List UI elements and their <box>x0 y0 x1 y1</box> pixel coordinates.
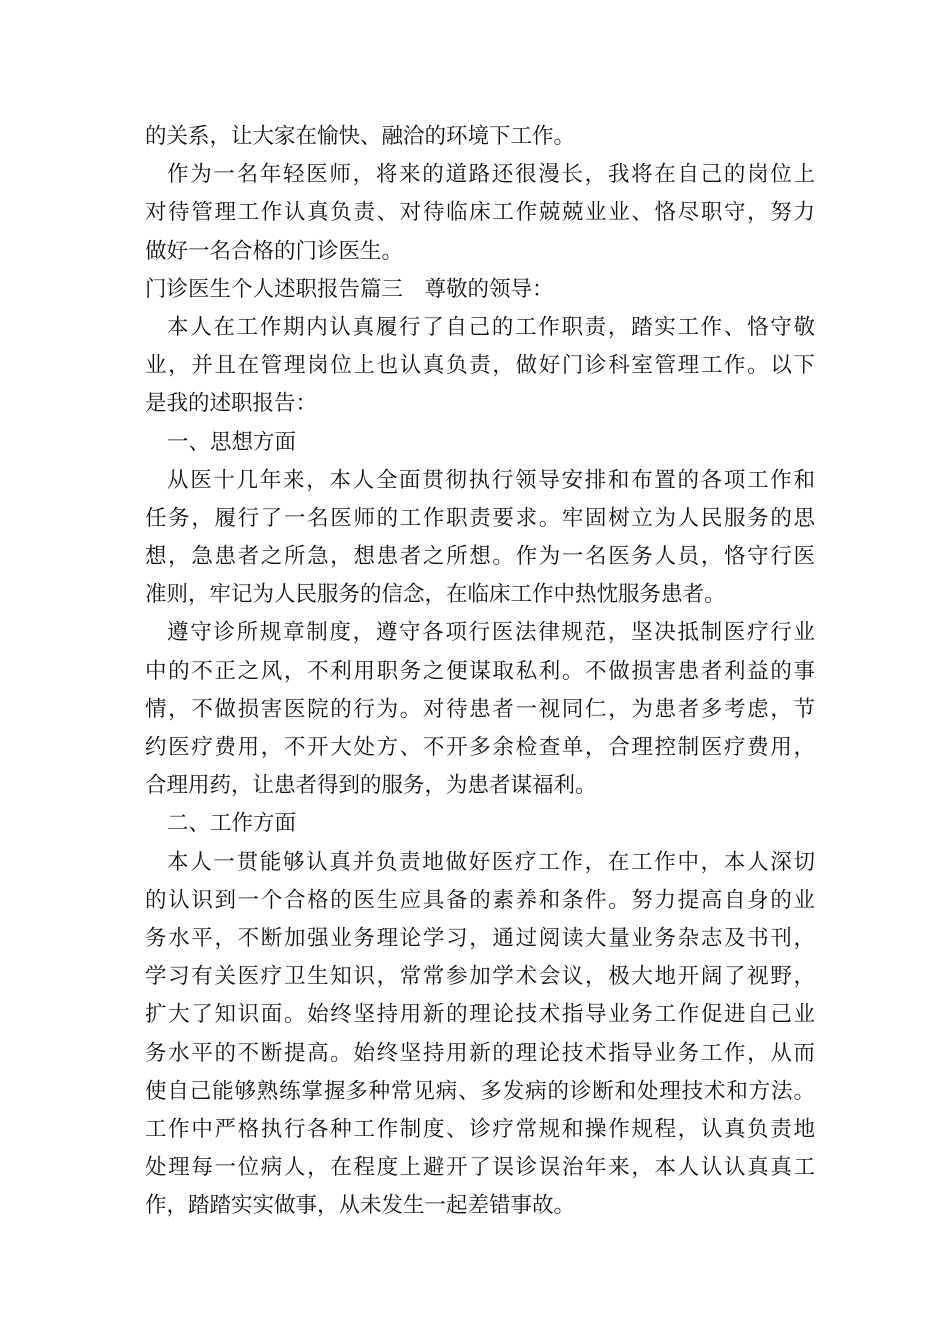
text-line: 处理每一位病人，在程度上避开了误诊误治年来，本人认认真真工 <box>145 1155 815 1181</box>
text-line: 的关系，让大家在愉快、融洽的环境下工作。 <box>145 124 576 149</box>
text-line: 是我的述职报告： <box>145 391 318 417</box>
text-line: 合理用药，让患者得到的服务，为患者谋福利。 <box>145 773 597 799</box>
text-line: 作，踏踏实实做事，从未发生一起差错事故。 <box>145 1193 576 1219</box>
text-line: 对待管理工作认真负责、对待临床工作兢兢业业、恪尽职守，努力 <box>145 200 815 226</box>
text-line: 本人在工作期内认真履行了自己的工作职责，踏实工作、恪守敬 <box>167 314 815 340</box>
text-line: 使自己能够熟练掌握多种常见病、多发病的诊断和处理技术和方法。 <box>145 1078 815 1104</box>
text-line: 扩大了知识面。始终坚持用新的理论技术指导业务工作促进自己业 <box>145 1002 815 1028</box>
section-heading: 门诊医生个人述职报告篇三 尊敬的领导： <box>145 276 554 302</box>
text-line: 学习有关医疗卫生知识，常常参加学术会议，极大地开阔了视野， <box>145 964 815 990</box>
text-line: 想，急患者之所急，想患者之所想。作为一名医务人员，恪守行医 <box>145 544 815 570</box>
text-line: 准则，牢记为人民服务的信念，在临床工作中热忱服务患者。 <box>145 582 726 608</box>
text-line: 务水平，不断加强业务理论学习，通过阅读大量业务杂志及书刊， <box>145 925 815 951</box>
text-line: 本人一贯能够认真并负责地做好医疗工作，在工作中，本人深切 <box>167 849 815 875</box>
text-line: 情，不做损害医院的行为。对待患者一视同仁，为患者多考虑，节 <box>145 696 815 722</box>
text-line: 做好一名合格的门诊医生。 <box>145 238 404 264</box>
text-line: 任务，履行了一名医师的工作职责要求。牢固树立为人民服务的思 <box>145 505 815 531</box>
subsection-heading: 一、思想方面 <box>167 429 297 455</box>
text-line: 中的不正之风，不利用职务之便谋取私利。不做损害患者利益的事 <box>145 658 815 684</box>
text-line: 业，并且在管理岗位上也认真负责，做好门诊科室管理工作。以下 <box>145 353 815 379</box>
text-line: 遵守诊所规章制度，遵守各项行医法律规范，坚决抵制医疗行业 <box>167 620 815 646</box>
text-line: 的认识到一个合格的医生应具备的素养和条件。努力提高自身的业 <box>145 887 815 913</box>
text-line: 作为一名年轻医师，将来的道路还很漫长，我将在自己的岗位上 <box>167 162 815 188</box>
text-line: 从医十几年来，本人全面贯彻执行领导安排和布置的各项工作和 <box>167 467 815 493</box>
text-line: 工作中严格执行各种工作制度、诊疗常规和操作规程，认真负责地 <box>145 1116 815 1142</box>
text-line: 务水平的不断提高。始终坚持用新的理论技术指导业务工作，从而 <box>145 1040 815 1066</box>
subsection-heading: 二、工作方面 <box>167 811 297 837</box>
text-line: 约医疗费用，不开大处方、不开多余检查单，合理控制医疗费用， <box>145 735 815 760</box>
document-body <box>145 118 815 1225</box>
